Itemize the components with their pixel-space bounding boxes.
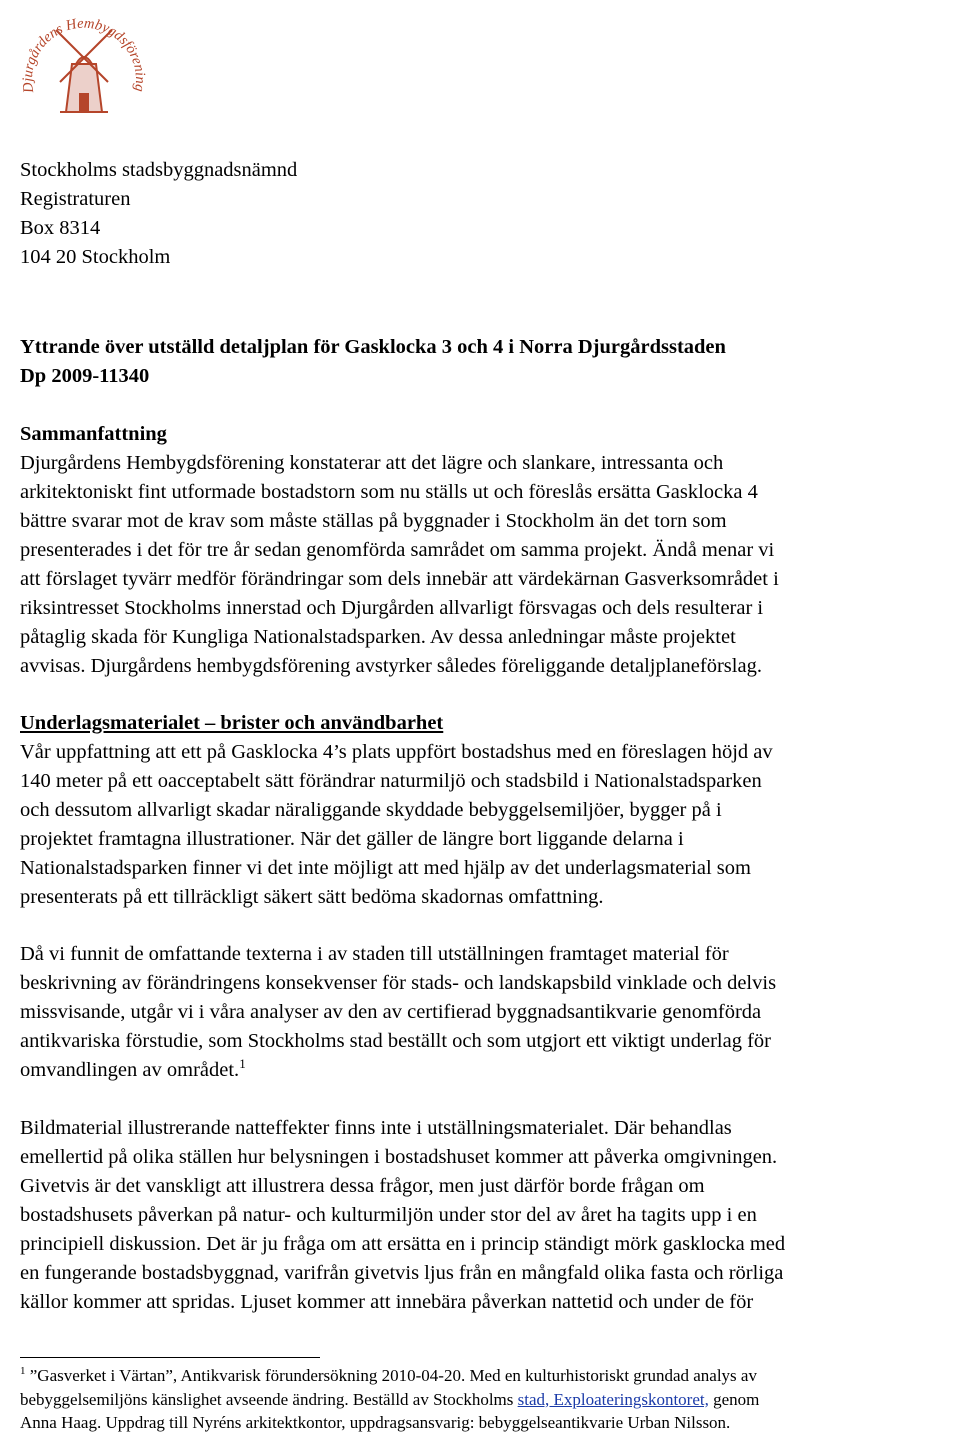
text-line: Djurgårdens Hembygdsförening konstaterar att det lägre och slankare, intressanta och (20, 452, 724, 474)
address-line: Box 8314 (20, 217, 101, 239)
footnote-reference[interactable]: 1 (239, 1056, 246, 1071)
paragraph-analysis (20, 940, 960, 1085)
summary-section (20, 420, 960, 681)
text-line: presenterats på ett tillräckligt säkert sätt bedöma skadornas omfattning. (20, 886, 604, 908)
footnote-line (20, 1364, 759, 1388)
association-logo (20, 2, 148, 130)
text-line: emellertid på olika ställen hur belysningen i bostadshuset kommer att påverka omgivningen. (20, 1146, 778, 1168)
windmill-logo-icon (20, 2, 148, 130)
text-line: Givetvis är det vanskligt att illustrera dessa frågor, men just därför borde frågan om (20, 1175, 705, 1197)
text-fragment: omvandlingen av området. (20, 1059, 240, 1081)
plan-number: Dp 2009-11340 (20, 365, 150, 387)
section-heading: Underlagsmaterialet – brister och användbarhet (20, 712, 444, 734)
text-line: antikvariska förstudie, som Stockholms stad beställt och som utgjort ett viktigt underlag för (20, 1030, 771, 1052)
address-line: Stockholms stadsbyggnadsnämnd (20, 159, 298, 181)
text-line: en fungerande bostadsbyggnad, varifrån givetvis ljus från en mångfald olika fasta och rörliga (20, 1262, 784, 1284)
text-line: 140 meter på ett oacceptabelt sätt förändrar naturmiljö och stadsbild i Nationalstadsparken (20, 770, 762, 792)
text-line: Nationalstadsparken finner vi det inte möjligt att med hjälp av det underlagsmaterial som (20, 857, 751, 879)
text-line: principiell diskussion. Det är ju fråga om att ersätta en i princip ständigt mörk gasklocka med (20, 1233, 786, 1255)
footnote-link[interactable]: stad, Exploateringskontoret, (517, 1389, 709, 1409)
address-line: Registraturen (20, 188, 131, 210)
footnote-line (20, 1388, 759, 1412)
text-line: presenterades i det för tre år sedan genomförda samrådet om samma projekt. Ändå menar vi (20, 539, 775, 561)
footnote-text: ”Gasverket i Värtan”, Antikvarisk förundersökning 2010-04-20. Med en kulturhistoriskt grundad analys av (29, 1366, 757, 1385)
text-line: och dessutom allvarligt skadar näraliggande skyddade bebyggelsemiljöer, bygger på i (20, 799, 722, 821)
text-line (20, 1056, 960, 1085)
text-line: beskrivning av förändringens konsekvenser för stads- och landskapsbild vinklade och delvis (20, 972, 777, 994)
document-title (20, 333, 726, 391)
text-line: Då vi funnit de omfattande texterna i av staden till utställningen framtaget material för (20, 943, 729, 965)
section-heading: Sammanfattning (20, 423, 167, 445)
text-line: riksintresset Stockholms innerstad och Djurgården allvarligt försvagas och dels resulterar i (20, 597, 764, 619)
address-line: 104 20 Stockholm (20, 246, 171, 268)
footnote-mark: 1 (20, 1365, 26, 1377)
recipient-address (20, 156, 297, 272)
text-line: att förslaget tyvärr medför förändringar som dels innebär att värdekärnan Gasverksområdet i (20, 568, 779, 590)
logo-text: Djurgårdens Hembygdsförening (20, 15, 148, 94)
text-line: Bildmaterial illustrerande natteffekter finns inte i utställningsmaterialet. Där behandlas (20, 1117, 732, 1139)
text-line: påtaglig skada för Kungliga Nationalstadsparken. Av dessa anledningar måste projektet (20, 626, 736, 648)
footnote-text: genom (708, 1389, 760, 1409)
paragraph-night-effects (20, 1114, 960, 1317)
title-line: Yttrande över utställd detaljplan för Gasklocka 3 och 4 i Norra Djurgårdsstaden (20, 336, 726, 358)
text-line: bostadshusets påverkan på natur- och kulturmiljön under stor del av året ha tagits upp i en (20, 1204, 757, 1226)
text-line: arkitektoniskt fint utformade bostadstorn som nu ställs ut och föreslås ersätta Gasklocka 4 (20, 481, 758, 503)
underlag-section (20, 709, 960, 912)
footnote (20, 1364, 759, 1435)
text-line: missvisande, utgår vi i våra analyser av den av certifierad byggnadsantikvarie genomförda (20, 1001, 762, 1023)
text-line: källor kommer att spridas. Ljuset kommer att innebära påverkan nattetid och under de för (20, 1291, 754, 1313)
footnote-text: bebyggelsemiljöns känslighet avseende ändring. Beställd av Stockholms (20, 1389, 518, 1409)
text-line: Vår uppfattning att ett på Gasklocka 4’s plats uppfört bostadshus med en föreslagen höjd av (20, 741, 773, 763)
text-line: avvisas. Djurgårdens hembygdsförening avstyrker således föreliggande detaljplaneförslag. (20, 655, 762, 677)
footnote-line: Anna Haag. Uppdrag till Nyréns arkitektkontor, uppdragsansvarig: bebyggelseantikvarie Urban Nilsson. (20, 1413, 731, 1432)
text-line: bättre svarar mot de krav som måste ställas på byggnader i Stockholm än det torn som (20, 510, 727, 532)
footnote-divider (20, 1357, 320, 1358)
text-line: projektet framtagna illustrationer. När det gäller de längre bort liggande delarna i (20, 828, 684, 850)
